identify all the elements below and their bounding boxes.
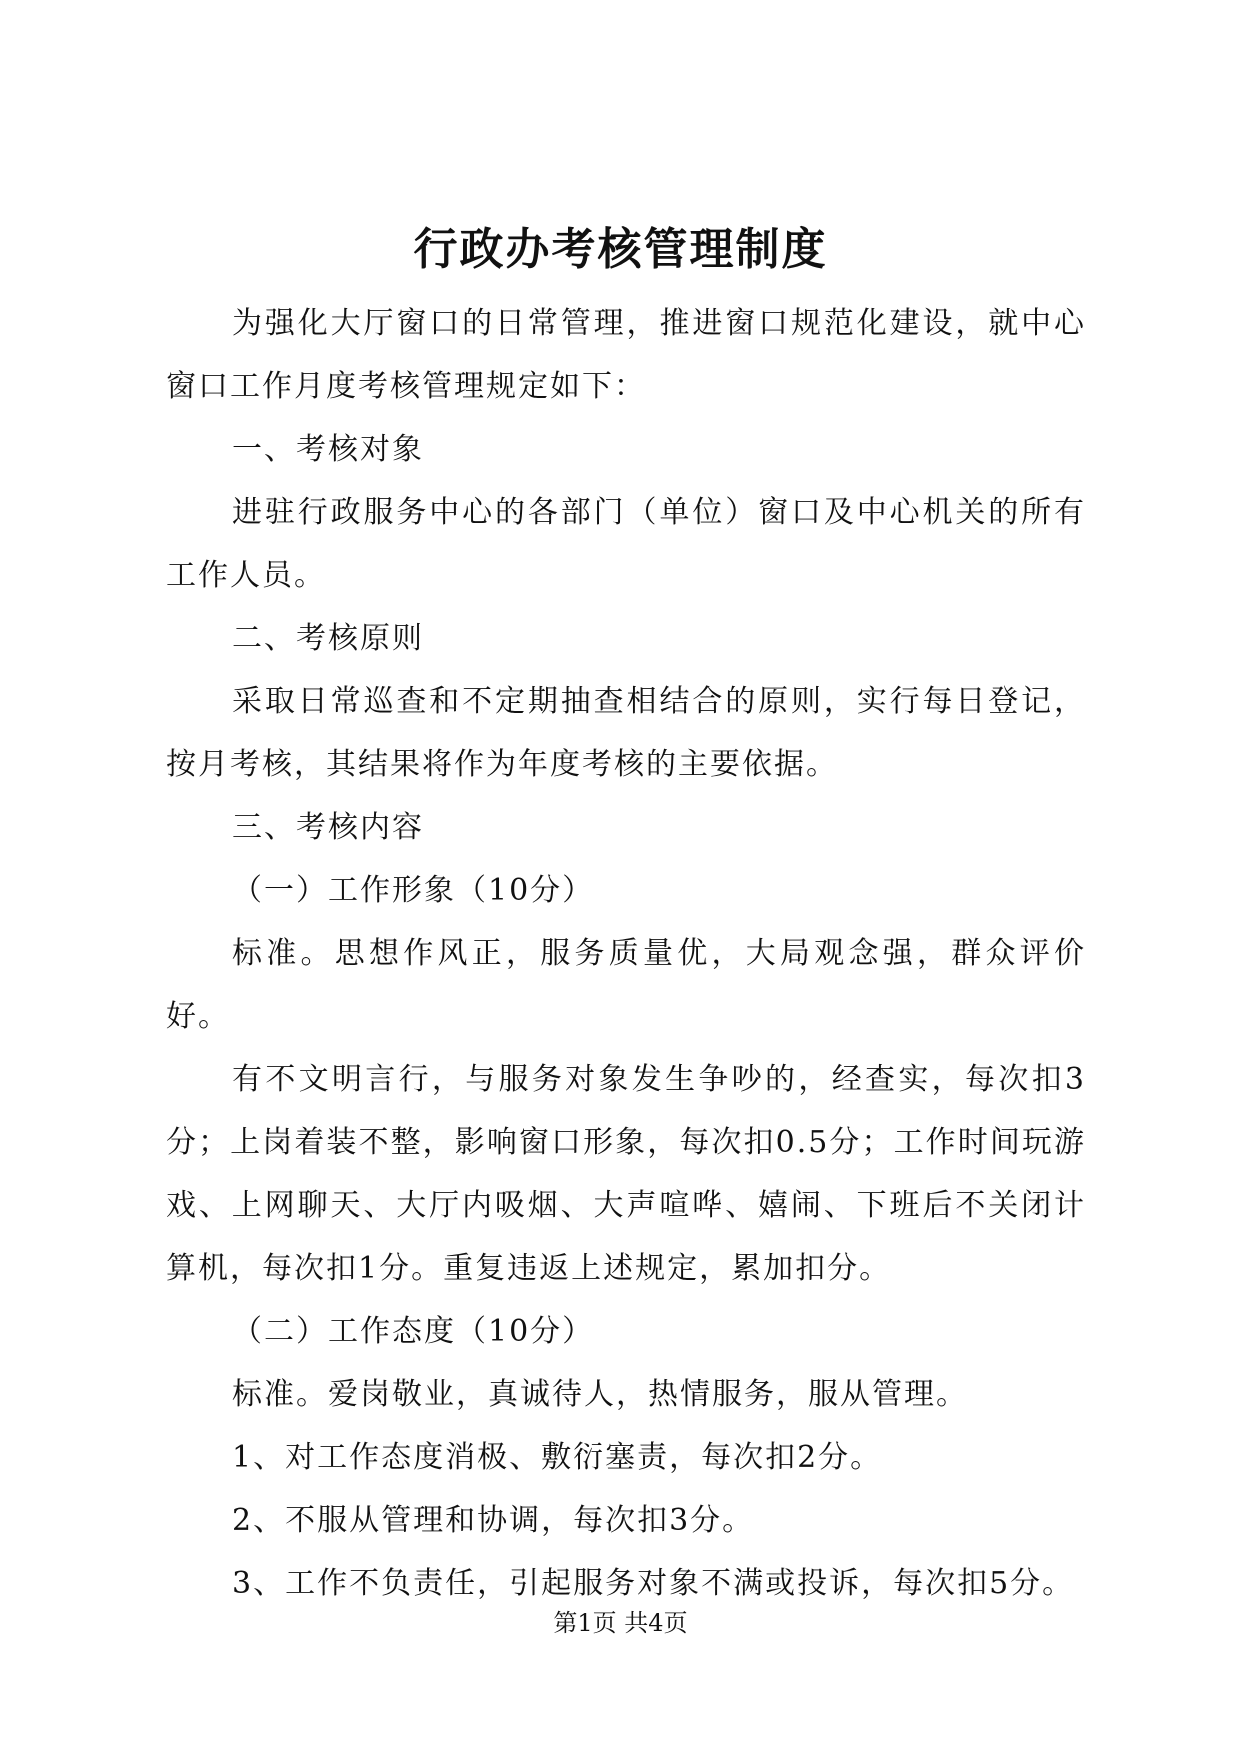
subsection-1-rules: 有不文明言行，与服务对象发生争吵的，经查实，每次扣3分；上岗着装不整，影响窗口形象，每次扣0.5分；工作时间玩游戏、上网聊天、大厅内吸烟、大声喧哗、嬉闹、下班后不关闭计算机，每次扣1分。重复违返上述规定，累加扣分。 <box>166 1062 1086 1286</box>
subsection-heading-1: （一）工作形象（10分） <box>232 873 595 908</box>
section-2-paragraph: 采取日常巡查和不定期抽查相结合的原则，实行每日登记，按月考核，其结果将作为年度考核的主要依据。 <box>166 684 1086 782</box>
intro-paragraph: 为强化大厅窗口的日常管理，推进窗口规范化建设，就中心窗口工作月度考核管理规定如下： <box>166 306 1086 404</box>
rule-item-2: 2、不服从管理和协调，每次扣3分。 <box>232 1503 755 1538</box>
document-title: 行政办考核管理制度 <box>413 224 828 275</box>
section-heading-2: 二、考核原则 <box>232 621 424 656</box>
document-body <box>166 292 1086 1615</box>
rule-item-1: 1、对工作态度消极、敷衍塞责，每次扣2分。 <box>232 1440 883 1475</box>
subsection-2-standard: 标准。爱岗敬业，真诚待人，热情服务，服从管理。 <box>232 1377 968 1412</box>
page-footer <box>0 1608 1241 1638</box>
subsection-heading-2: （二）工作态度（10分） <box>232 1314 595 1349</box>
page-number: 第1页 共4页 <box>553 1609 688 1637</box>
section-heading-3: 三、考核内容 <box>232 810 424 845</box>
subsection-1-standard: 标准。思想作风正，服务质量优，大局观念强，群众评价好。 <box>166 936 1086 1034</box>
section-heading-1: 一、考核对象 <box>232 432 424 467</box>
rule-item-3: 3、工作不负责任，引起服务对象不满或投诉，每次扣5分。 <box>232 1566 1075 1601</box>
section-1-paragraph: 进驻行政服务中心的各部门（单位）窗口及中心机关的所有工作人员。 <box>166 495 1086 593</box>
